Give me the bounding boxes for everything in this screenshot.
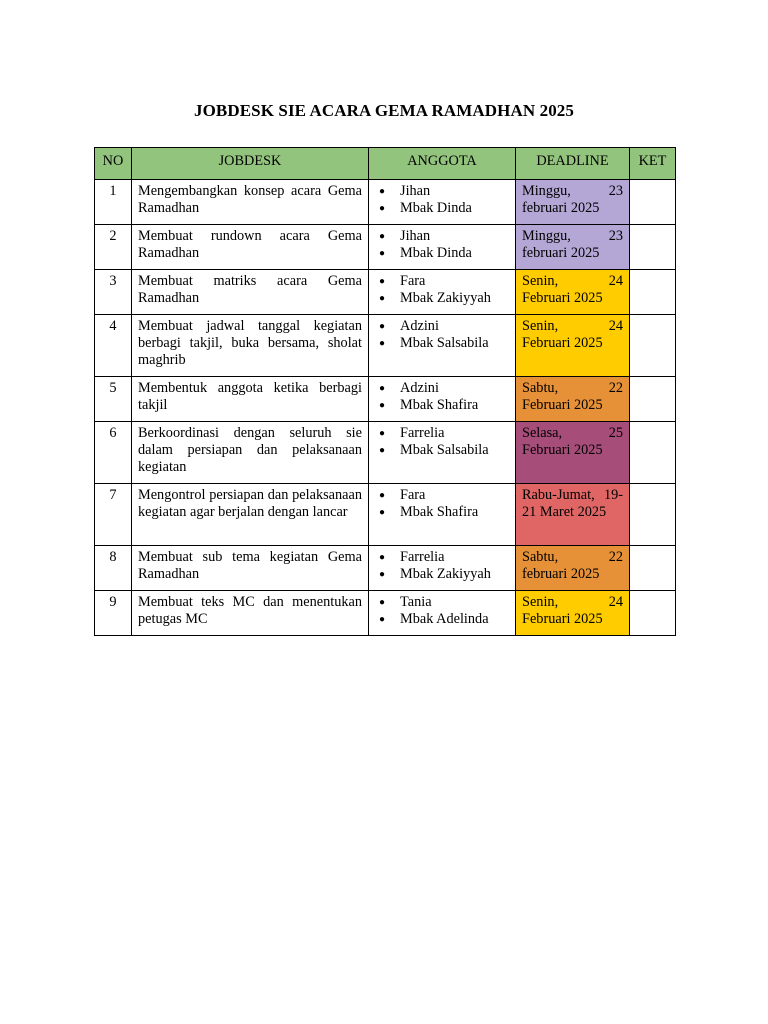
member-name: Mbak Dinda — [400, 245, 472, 261]
member-name: Mbak Shafira — [400, 504, 479, 520]
members-cell — [369, 377, 516, 422]
member-name: Fara — [400, 273, 426, 289]
member-item — [375, 487, 509, 504]
member-item — [375, 200, 509, 217]
deadline-text: Senin, 24 Februari 2025 — [522, 318, 623, 351]
header-deadline: DEADLINE — [516, 148, 630, 180]
deadline-text: Selasa, 25 Februari 2025 — [522, 425, 623, 458]
ket-cell — [630, 591, 676, 636]
bullet-icon: ● — [379, 507, 386, 518]
deadline-cell — [516, 377, 630, 422]
member-name: Tania — [400, 594, 432, 610]
member-name: Mbak Salsabila — [400, 442, 489, 458]
member-name: Jihan — [400, 183, 431, 199]
members-cell — [369, 546, 516, 591]
member-item — [375, 245, 509, 262]
deadline-cell — [516, 225, 630, 270]
member-item — [375, 335, 509, 352]
table-header-row — [95, 148, 676, 180]
document-title: JOBDESK SIE ACARA GEMA RAMADHAN 2025 — [194, 101, 574, 120]
ket-cell — [630, 225, 676, 270]
header-no: NO — [95, 148, 132, 180]
task-cell: Mengembangkan konsep acara Gema Ramadhan — [132, 180, 369, 225]
task-cell: Berkoordinasi dengan seluruh sie dalam persiapan dan pelaksanaan kegiatan — [132, 422, 369, 484]
member-item — [375, 566, 509, 583]
row-number: 2 — [95, 225, 132, 270]
header-jobdesk: JOBDESK — [132, 148, 369, 180]
deadline-cell — [516, 315, 630, 377]
members-cell — [369, 270, 516, 315]
member-item — [375, 228, 509, 245]
bullet-icon: ● — [379, 490, 386, 501]
jobdesk-table — [94, 147, 676, 636]
row-number: 6 — [95, 422, 132, 484]
task-cell: Membuat rundown acara Gema Ramadhan — [132, 225, 369, 270]
deadline-text: Minggu, 23 februari 2025 — [522, 228, 623, 261]
members-cell — [369, 484, 516, 546]
member-name: Farrelia — [400, 425, 445, 441]
deadline-text: Sabtu, 22 februari 2025 — [522, 549, 623, 582]
bullet-icon: ● — [379, 186, 386, 197]
bullet-icon: ● — [379, 383, 386, 394]
row-number: 1 — [95, 180, 132, 225]
table-row — [95, 225, 676, 270]
task-cell: Membuat matriks acara Gema Ramadhan — [132, 270, 369, 315]
bullet-icon: ● — [379, 569, 386, 580]
deadline-cell — [516, 180, 630, 225]
deadline-cell — [516, 484, 630, 546]
bullet-icon: ● — [379, 428, 386, 439]
deadline-cell — [516, 591, 630, 636]
member-item — [375, 594, 509, 611]
member-name: Mbak Salsabila — [400, 335, 489, 351]
member-item — [375, 504, 509, 521]
members-cell — [369, 180, 516, 225]
bullet-icon: ● — [379, 445, 386, 456]
member-item — [375, 183, 509, 200]
row-number: 9 — [95, 591, 132, 636]
deadline-text: Senin, 24 Februari 2025 — [522, 594, 623, 627]
table-row — [95, 546, 676, 591]
ket-cell — [630, 422, 676, 484]
bullet-icon: ● — [379, 293, 386, 304]
bullet-icon: ● — [379, 231, 386, 242]
deadline-text: Sabtu, 22 Februari 2025 — [522, 380, 623, 413]
member-item — [375, 397, 509, 414]
task-cell: Mengontrol persiapan dan pelaksanaan kegiatan agar berjalan dengan lancar — [132, 484, 369, 546]
table-row — [95, 315, 676, 377]
task-cell: Membuat sub tema kegiatan Gema Ramadhan — [132, 546, 369, 591]
member-item — [375, 290, 509, 307]
deadline-text: Rabu-Jumat, 19-21 Maret 2025 — [522, 487, 623, 520]
member-name: Mbak Dinda — [400, 200, 472, 216]
deadline-text: Minggu, 23 februari 2025 — [522, 183, 623, 216]
member-item — [375, 611, 509, 628]
task-cell: Membentuk anggota ketika berbagi takjil — [132, 377, 369, 422]
member-name: Adzini — [400, 318, 439, 334]
deadline-cell — [516, 270, 630, 315]
bullet-icon: ● — [379, 400, 386, 411]
row-number: 8 — [95, 546, 132, 591]
members-cell — [369, 315, 516, 377]
member-item — [375, 425, 509, 442]
ket-cell — [630, 546, 676, 591]
bullet-icon: ● — [379, 552, 386, 563]
table-row — [95, 180, 676, 225]
bullet-icon: ● — [379, 614, 386, 625]
member-name: Mbak Zakiyyah — [400, 566, 491, 582]
members-cell — [369, 591, 516, 636]
member-name: Fara — [400, 487, 426, 503]
member-item — [375, 380, 509, 397]
deadline-text: Senin, 24 Februari 2025 — [522, 273, 623, 306]
ket-cell — [630, 377, 676, 422]
header-anggota: ANGGOTA — [369, 148, 516, 180]
members-cell — [369, 422, 516, 484]
member-name: Adzini — [400, 380, 439, 396]
table-row — [95, 484, 676, 546]
table-row — [95, 422, 676, 484]
member-item — [375, 549, 509, 566]
table-row — [95, 591, 676, 636]
member-name: Jihan — [400, 228, 431, 244]
bullet-icon: ● — [379, 597, 386, 608]
row-number: 3 — [95, 270, 132, 315]
ket-cell — [630, 484, 676, 546]
bullet-icon: ● — [379, 338, 386, 349]
member-name: Mbak Zakiyyah — [400, 290, 491, 306]
bullet-icon: ● — [379, 276, 386, 287]
bullet-icon: ● — [379, 203, 386, 214]
task-cell: Membuat teks MC dan menentukan petugas MC — [132, 591, 369, 636]
ket-cell — [630, 180, 676, 225]
bullet-icon: ● — [379, 321, 386, 332]
table-row — [95, 377, 676, 422]
member-item — [375, 442, 509, 459]
member-item — [375, 318, 509, 335]
row-number: 5 — [95, 377, 132, 422]
member-name: Mbak Adelinda — [400, 611, 489, 627]
deadline-cell — [516, 422, 630, 484]
task-cell: Membuat jadwal tanggal kegiatan berbagi takjil, buka bersama, sholat maghrib — [132, 315, 369, 377]
bullet-icon: ● — [379, 248, 386, 259]
members-cell — [369, 225, 516, 270]
ket-cell — [630, 270, 676, 315]
header-ket: KET — [630, 148, 676, 180]
member-name: Farrelia — [400, 549, 445, 565]
deadline-cell — [516, 546, 630, 591]
row-number: 7 — [95, 484, 132, 546]
ket-cell — [630, 315, 676, 377]
row-number: 4 — [95, 315, 132, 377]
table-row — [95, 270, 676, 315]
member-name: Mbak Shafira — [400, 397, 479, 413]
member-item — [375, 273, 509, 290]
